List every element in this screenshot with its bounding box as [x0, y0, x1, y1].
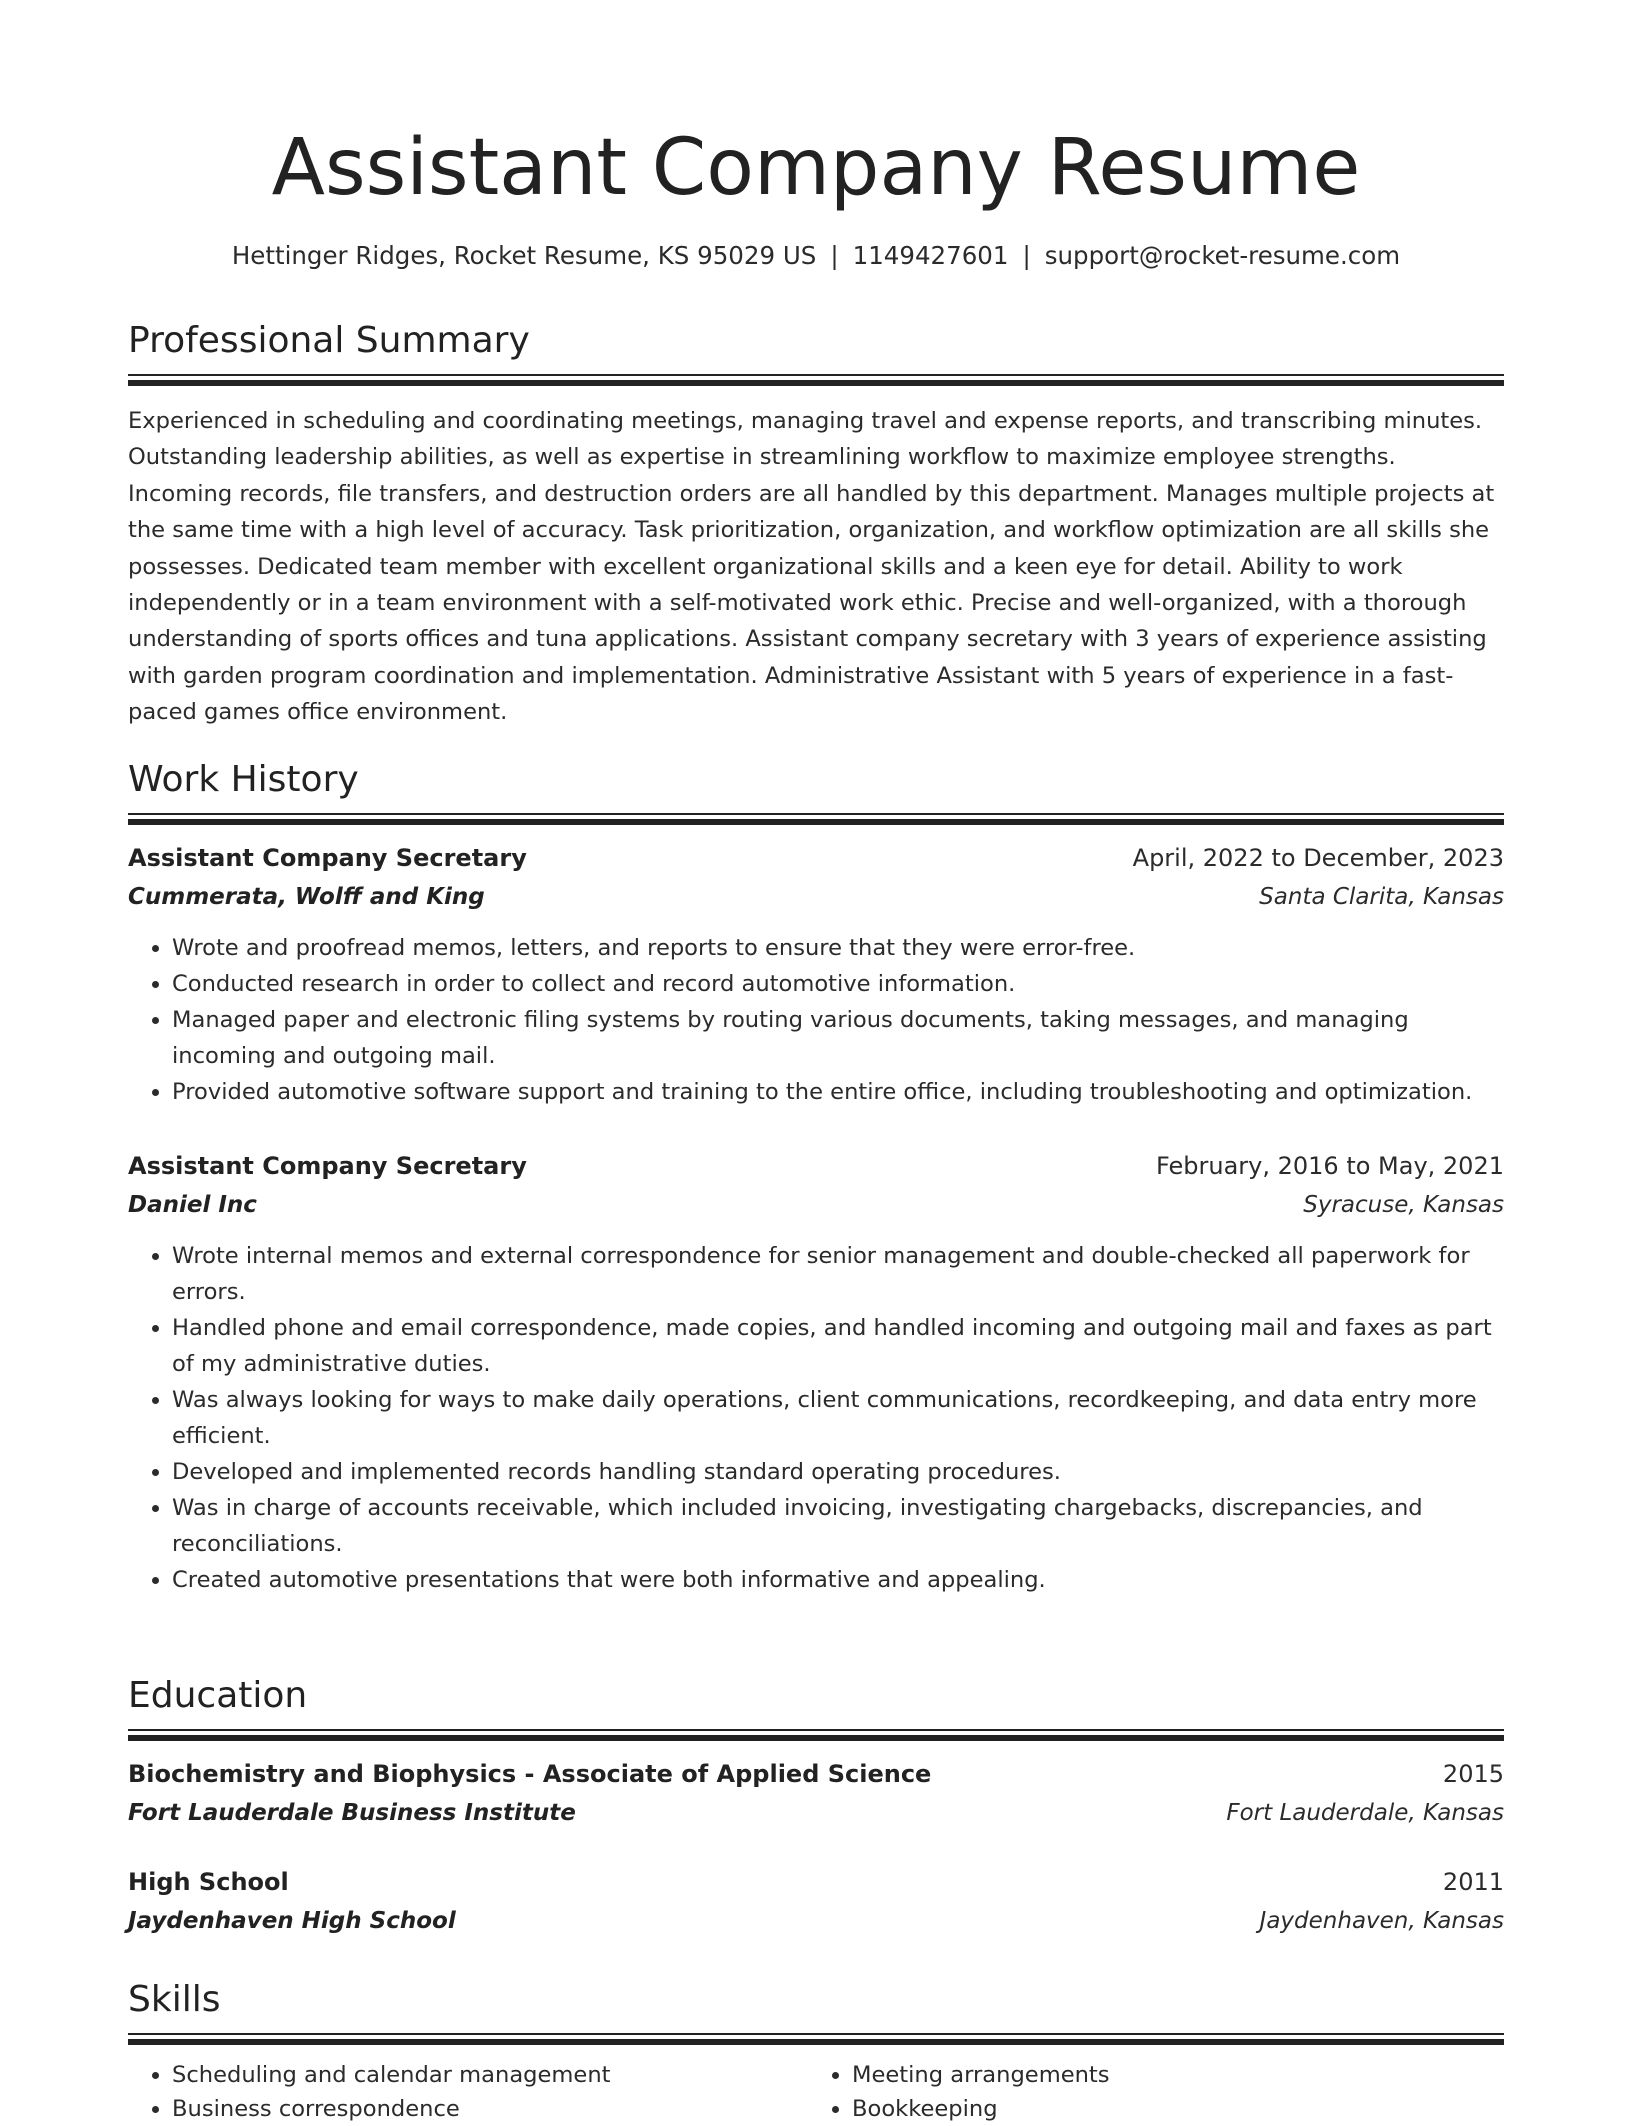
- section-heading: Work History: [128, 759, 359, 800]
- list-item: • Provided automotive software support and training to the entire office, including troubleshooting and optimization.: [172, 1074, 1504, 1110]
- resume-title: Assistant Company Resume: [271, 123, 1361, 213]
- list-item: • Created automotive presentations that were both informative and appealing.: [172, 1562, 1504, 1598]
- list-item: • Managed paper and electronic filing systems by routing various documents, taking messages, and managing incoming and outgoing mail.: [172, 1002, 1504, 1074]
- list-item: • Conducted research in order to collect and record automotive information.: [172, 966, 1504, 1002]
- contact-separator: |: [1022, 241, 1031, 270]
- job-dates: April, 2022 to December, 2023: [1132, 844, 1504, 872]
- job-title: Assistant Company Secretary: [128, 844, 527, 872]
- list-item: • Developed and implemented records handling standard operating procedures.: [172, 1454, 1504, 1490]
- summary-text: Experienced in scheduling and coordinating meetings, managing travel and expense reports, and transcribing minutes. Outstanding leadership abilities, as well as expertise in streamlining workflow to maximize employee strengths. Incoming records, file transfers, and destruction orders are all handled by this department. Manages multiple projects at the same time with a high level of accuracy. Task prioritization, organization, and workflow optimization are all skills she possesses. Dedicated team member with excellent organizational skills and a keen eye for detail. Ability to work independently or in a team environment with a self-motivated work ethic. Precise and well-organized, with a thorough understanding of sports offices and tuna applications. Assistant company secretary with 3 years of experience assisting with garden program coordination and implementation. Administrative Assistant with 5 years of experience in a fast-paced games office environment.: [128, 408, 1495, 726]
- school-name: Fort Lauderdale Business Institute: [128, 1800, 576, 1826]
- education-entry: [128, 1862, 1504, 1940]
- contact-separator: |: [830, 241, 839, 270]
- school-name: Jaydenhaven High School: [128, 1908, 456, 1934]
- job-entry: [128, 838, 1504, 1110]
- list-item: • Was in charge of accounts receivable, which included invoicing, investigating chargebacks, discrepancies, and reconciliations.: [172, 1490, 1504, 1562]
- section-heading: Skills: [128, 1979, 221, 2020]
- job-location: Syracuse, Kansas: [1303, 1192, 1504, 1218]
- section-divider: [128, 813, 1504, 826]
- list-item: • Handled phone and email correspondence, made copies, and handled incoming and outgoing mail and faxes as part of my administrative duties.: [172, 1310, 1504, 1382]
- list-item: • Scheduling and calendar management: [172, 2058, 808, 2092]
- degree: Biochemistry and Biophysics - Associate of Applied Science: [128, 1760, 932, 1788]
- list-item: • Meeting arrangements: [852, 2058, 1488, 2092]
- job-duties: [128, 1238, 1504, 1598]
- skills-list: [128, 2058, 1504, 2126]
- school-location: Jaydenhaven, Kansas: [1259, 1908, 1504, 1934]
- company-name: Cummerata, Wolff and King: [128, 884, 485, 910]
- address: Hettinger Ridges, Rocket Resume, KS 95029 US: [231, 241, 817, 270]
- list-item: • Bookkeeping: [852, 2092, 1488, 2126]
- section-divider: [128, 374, 1504, 387]
- job-dates: February, 2016 to May, 2021: [1156, 1152, 1504, 1180]
- education-section: [128, 1673, 1504, 1940]
- skills-column-left: [128, 2058, 808, 2126]
- phone: 1149427601: [852, 241, 1009, 270]
- skills-column-right: [808, 2058, 1488, 2126]
- section-divider: [128, 1729, 1504, 1742]
- section-heading: Education: [128, 1675, 308, 1716]
- work-history-section: [128, 757, 1504, 1598]
- job-duties: [128, 930, 1504, 1110]
- education-entry: [128, 1754, 1504, 1832]
- job-title: Assistant Company Secretary: [128, 1152, 527, 1180]
- list-item: • Wrote internal memos and external correspondence for senior management and double-checked all paperwork for errors.: [172, 1238, 1504, 1310]
- list-item: • Was always looking for ways to make daily operations, client communications, recordkeeping, and data entry more efficient.: [172, 1382, 1504, 1454]
- section-heading: Professional Summary: [128, 320, 530, 361]
- graduation-year: 2015: [1442, 1760, 1504, 1788]
- section-divider: [128, 2033, 1504, 2046]
- skills-section: [128, 1977, 1504, 2126]
- list-item: • Wrote and proofread memos, letters, and reports to ensure that they were error-free.: [172, 930, 1504, 966]
- company-name: Daniel Inc: [128, 1192, 257, 1218]
- contact-line: [128, 240, 1504, 272]
- email-link[interactable]: support@rocket-resume.com: [1044, 241, 1401, 270]
- job-entry: [128, 1146, 1504, 1598]
- job-location: Santa Clarita, Kansas: [1259, 884, 1504, 910]
- degree: High School: [128, 1868, 289, 1896]
- list-item: • Business correspondence: [172, 2092, 808, 2126]
- summary-section: [128, 318, 1504, 731]
- school-location: Fort Lauderdale, Kansas: [1226, 1800, 1504, 1826]
- graduation-year: 2011: [1442, 1868, 1504, 1896]
